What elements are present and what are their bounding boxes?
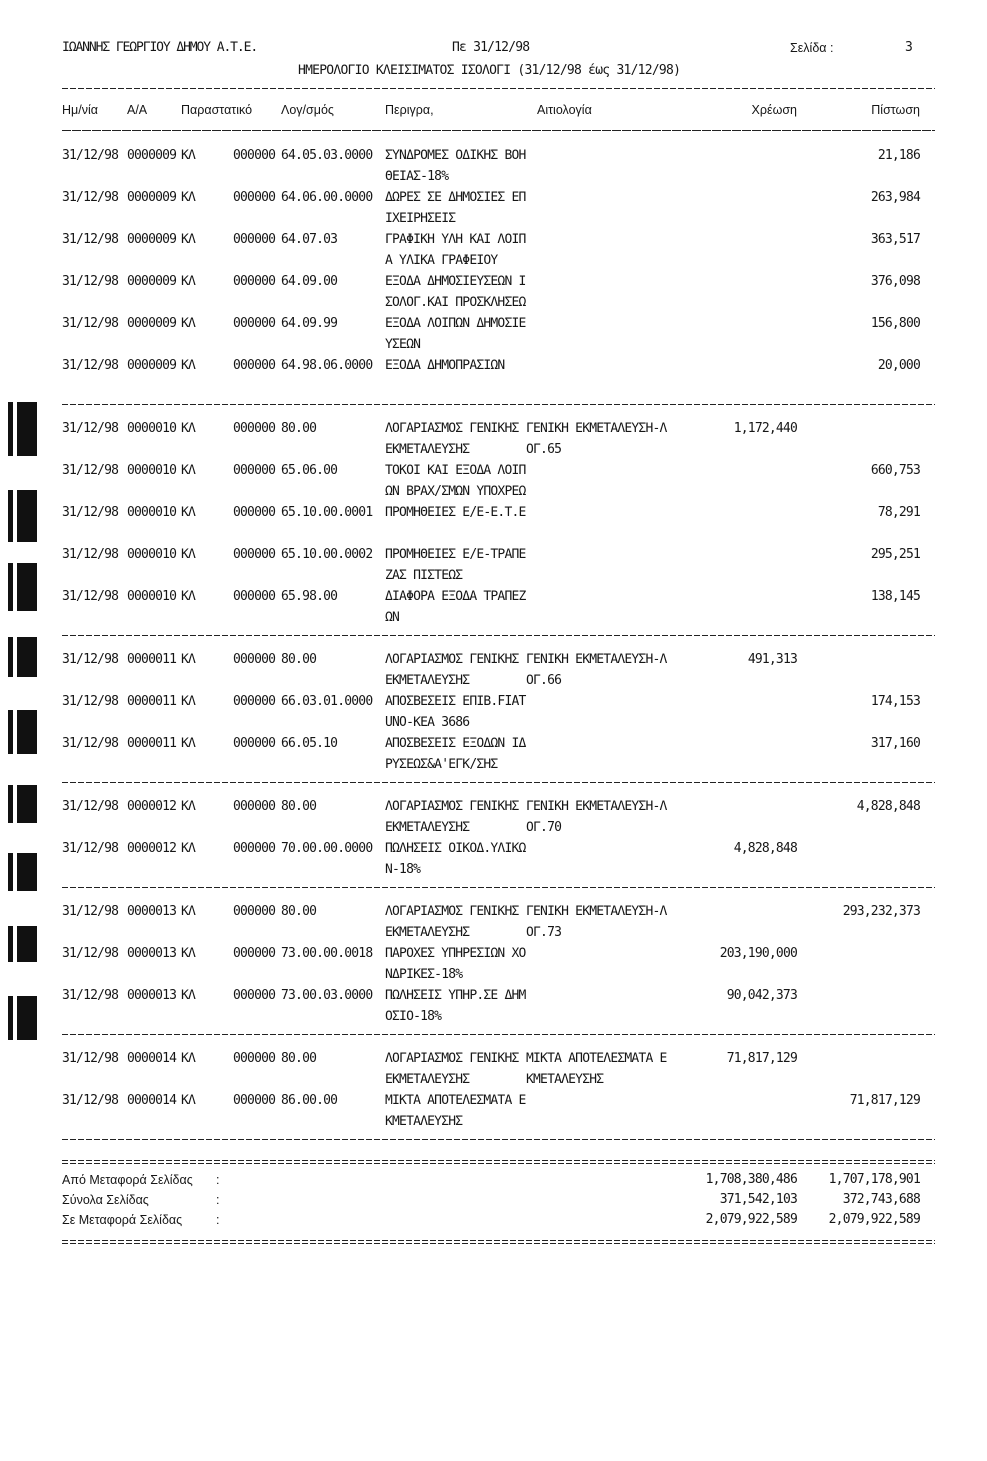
- entry-description-line: ΜΙΚΤΑ ΑΠΟΤΕΛΕΣΜΑΤΑ Ε: [385, 1093, 526, 1108]
- entry-reason-line: ΓΕΝΙΚΗ ΕΚΜΕΤΑΛΕΥΣΗ-Λ: [526, 799, 667, 814]
- entry-number: 0000013: [127, 904, 177, 919]
- entry-account: 64.07.03: [281, 232, 338, 247]
- company-name: ΙΩΑΝΝΗΣ ΓΕΩΡΓΙΟΥ ΔΗΜΟΥ Α.Τ.Ε.: [62, 40, 258, 55]
- entry-description-line: Ν-18%: [385, 862, 421, 877]
- entry-account: 66.05.10: [281, 736, 338, 751]
- entry-number: 0000012: [127, 841, 177, 856]
- column-header-date: Ημ/νία: [62, 103, 98, 117]
- column-header-rule: [62, 130, 935, 131]
- entry-account: 64.09.00: [281, 274, 338, 289]
- entry-code: 000000: [233, 505, 276, 520]
- entry-date: 31/12/98: [62, 232, 119, 247]
- entry-reason-line: ΟΓ.66: [526, 673, 562, 688]
- entry-number: 0000011: [127, 694, 177, 709]
- totals-colon: :: [216, 1213, 220, 1227]
- entry-number: 0000011: [127, 652, 177, 667]
- entry-description-line: ΡΥΣΕΩΣ&Α'ΕΓΚ/ΣΗΣ: [385, 757, 498, 772]
- entry-code: 000000: [233, 190, 276, 205]
- journal-group: [0, 418, 987, 636]
- column-header-number: Α/Α: [127, 103, 148, 117]
- entry-number: 0000010: [127, 589, 177, 604]
- column-header-reason: Αιτιολογία: [537, 103, 592, 117]
- entry-description-line: ΕΚΜΕΤΑΛΕΥΣΗΣ: [385, 1072, 470, 1087]
- entry-reason-line: ΓΕΝΙΚΗ ΕΚΜΕΤΑΛΕΥΣΗ-Λ: [526, 904, 667, 919]
- group-separator: [62, 635, 935, 636]
- margin-hole-mark: [0, 637, 40, 677]
- entry-description-line: ΠΡΟΜΗΘΕΙΕΣ Ε/Ε-ΤΡΑΠΕ: [385, 547, 526, 562]
- entry-code: 000000: [233, 232, 276, 247]
- entry-code: 000000: [233, 274, 276, 289]
- entry-number: 0000009: [127, 232, 177, 247]
- entry-date: 31/12/98: [62, 841, 119, 856]
- entry-credit: 138,145: [870, 589, 920, 604]
- entry-description-line: ΕΞΟΔΑ ΛΟΙΠΩΝ ΔΗΜΟΣΙΕ: [385, 316, 526, 331]
- entry-code: 000000: [233, 1093, 276, 1108]
- entry-description-line: UNO-ΚΕΑ 3686: [385, 715, 470, 730]
- entry-date: 31/12/98: [62, 589, 119, 604]
- entry-description-line: ΑΠΟΣΒΕΣΕΙΣ ΕΞΟΔΩΝ ΙΔ: [385, 736, 526, 751]
- entry-number: 0000009: [127, 190, 177, 205]
- entry-reason-line: ΟΓ.73: [526, 925, 562, 940]
- journal-entry: [0, 691, 987, 733]
- entry-debit: 1,172,440: [733, 421, 797, 436]
- entry-account: 64.06.00.0000: [281, 190, 373, 205]
- entry-description-line: ΔΙΑΦΟΡΑ ΕΞΟΔΑ ΤΡΑΠΕΖ: [385, 589, 526, 604]
- entry-document: ΚΛ: [181, 316, 196, 331]
- journal-entries: [0, 145, 987, 1153]
- entry-reason-line: ΜΙΚΤΑ ΑΠΟΤΕΛΕΣΜΑΤΑ Ε: [526, 1051, 667, 1066]
- entry-date: 31/12/98: [62, 421, 119, 436]
- entry-date: 31/12/98: [62, 694, 119, 709]
- entry-code: 000000: [233, 904, 276, 919]
- entry-date: 31/12/98: [62, 799, 119, 814]
- journal-group: [0, 145, 987, 405]
- entry-description-line: ΤΟΚΟΙ ΚΑΙ ΕΞΟΔΑ ΛΟΙΠ: [385, 463, 526, 478]
- entry-number: 0000009: [127, 274, 177, 289]
- group-separator: [62, 1139, 935, 1140]
- page-number: 3: [905, 40, 913, 55]
- entry-debit: 90,042,373: [726, 988, 797, 1003]
- entry-number: 0000010: [127, 547, 177, 562]
- entry-code: 000000: [233, 463, 276, 478]
- entry-code: 000000: [233, 148, 276, 163]
- entry-credit: 376,098: [870, 274, 920, 289]
- entry-code: 000000: [233, 988, 276, 1003]
- entry-description-line: ΖΑΣ ΠΙΣΤΕΩΣ: [385, 568, 463, 583]
- entry-account: 86.00.00: [281, 1093, 338, 1108]
- totals-label: Σε Μεταφορά Σελίδας: [62, 1213, 183, 1227]
- journal-entry: [0, 796, 987, 838]
- journal-group: [0, 649, 987, 783]
- entry-description-line: ΕΚΜΕΤΑΛΕΥΣΗΣ: [385, 820, 470, 835]
- entry-debit: 71,817,129: [726, 1051, 797, 1066]
- entry-code: 000000: [233, 946, 276, 961]
- totals-colon: :: [216, 1193, 220, 1207]
- entry-reason-line: ΟΓ.65: [526, 442, 562, 457]
- entry-document: ΚΛ: [181, 358, 196, 373]
- entry-description-line: ΩΝ: [385, 610, 400, 625]
- entry-description-line: ΕΞΟΔΑ ΔΗΜΟΣΙΕΥΣΕΩΝ Ι: [385, 274, 526, 289]
- margin-hole-mark: [0, 996, 40, 1040]
- entry-account: 73.00.00.0018: [281, 946, 373, 961]
- margin-hole-mark: [0, 490, 40, 542]
- entry-date: 31/12/98: [62, 547, 119, 562]
- entry-document: ΚΛ: [181, 589, 196, 604]
- entry-document: ΚΛ: [181, 547, 196, 562]
- entry-description-line: ΛΟΓΑΡΙΑΣΜΟΣ ΓΕΝΙΚΗΣ: [385, 652, 519, 667]
- journal-entry: [0, 502, 987, 544]
- entry-date: 31/12/98: [62, 988, 119, 1003]
- totals-top-rule: [62, 1160, 935, 1164]
- totals-bottom-rule: [62, 1240, 935, 1244]
- entry-account: 80.00: [281, 799, 317, 814]
- entry-reason-line: ΟΓ.70: [526, 820, 562, 835]
- entry-account: 65.06.00: [281, 463, 338, 478]
- entry-document: ΚΛ: [181, 463, 196, 478]
- entry-date: 31/12/98: [62, 1093, 119, 1108]
- entry-document: ΚΛ: [181, 652, 196, 667]
- group-separator: [62, 404, 935, 405]
- entry-description-line: ΕΚΜΕΤΑΛΕΥΣΗΣ: [385, 925, 470, 940]
- entry-account: 64.98.06.0000: [281, 358, 373, 373]
- entry-document: ΚΛ: [181, 736, 196, 751]
- totals-credit: 2,079,922,589: [828, 1212, 920, 1227]
- entry-account: 80.00: [281, 421, 317, 436]
- journal-group: [0, 901, 987, 1035]
- journal-entry: [0, 271, 987, 313]
- margin-hole-mark: [0, 563, 40, 611]
- entry-description-line: ΣΥΝΔΡΟΜΕΣ ΟΔΙΚΗΣ ΒΟΗ: [385, 148, 526, 163]
- entry-description-line: ΓΡΑΦΙΚΗ ΥΛΗ ΚΑΙ ΛΟΙΠ: [385, 232, 526, 247]
- journal-entry: [0, 145, 987, 187]
- journal-entry: [0, 838, 987, 880]
- journal-entry: [0, 943, 987, 985]
- entry-description-line: ΚΜΕΤΑΛΕΥΣΗΣ: [385, 1114, 463, 1129]
- entry-code: 000000: [233, 421, 276, 436]
- entry-number: 0000009: [127, 358, 177, 373]
- entry-description-line: ΠΩΛΗΣΕΙΣ ΥΠΗΡ.ΣΕ ΔΗΜ: [385, 988, 526, 1003]
- totals-credit: 1,707,178,901: [828, 1172, 920, 1187]
- journal-entry: [0, 187, 987, 229]
- journal-entry: [0, 649, 987, 691]
- totals-debit: 2,079,922,589: [705, 1212, 797, 1227]
- entry-code: 000000: [233, 841, 276, 856]
- entry-credit: 4,828,848: [856, 799, 920, 814]
- totals-row-page: [0, 1190, 987, 1210]
- report-date: Πε 31/12/98: [452, 40, 530, 55]
- entry-date: 31/12/98: [62, 148, 119, 163]
- margin-hole-mark: [0, 926, 40, 962]
- entry-code: 000000: [233, 1051, 276, 1066]
- entry-number: 0000013: [127, 988, 177, 1003]
- entry-description-line: ΔΩΡΕΣ ΣΕ ΔΗΜΟΣΙΕΣ ΕΠ: [385, 190, 526, 205]
- entry-description-line: ΩΝ ΒΡΑΧ/ΣΜΩΝ ΥΠΟΧΡΕΩ: [385, 484, 526, 499]
- entry-account: 80.00: [281, 1051, 317, 1066]
- entry-number: 0000010: [127, 463, 177, 478]
- entry-account: 65.10.00.0002: [281, 547, 373, 562]
- entry-account: 65.10.00.0001: [281, 505, 373, 520]
- entry-date: 31/12/98: [62, 274, 119, 289]
- margin-hole-mark: [0, 710, 40, 754]
- entry-description-line: ΛΟΓΑΡΙΑΣΜΟΣ ΓΕΝΙΚΗΣ: [385, 1051, 519, 1066]
- entry-description-line: ΥΣΕΩΝ: [385, 337, 421, 352]
- entry-account: 66.03.01.0000: [281, 694, 373, 709]
- entry-description-line: ΑΠΟΣΒΕΣΕΙΣ ΕΠΙΒ.FIAT: [385, 694, 526, 709]
- journal-group: [0, 1048, 987, 1140]
- entry-account: 65.98.00: [281, 589, 338, 604]
- entry-account: 73.00.03.0000: [281, 988, 373, 1003]
- totals-label: Σύνολα Σελίδας: [62, 1193, 149, 1207]
- entry-account: 70.00.00.0000: [281, 841, 373, 856]
- entry-document: ΚΛ: [181, 1093, 196, 1108]
- totals-row-brought-forward: [0, 1170, 987, 1190]
- entry-document: ΚΛ: [181, 799, 196, 814]
- entry-credit: 174,153: [870, 694, 920, 709]
- journal-entry: [0, 313, 987, 355]
- entry-number: 0000010: [127, 421, 177, 436]
- entry-number: 0000014: [127, 1051, 177, 1066]
- entry-code: 000000: [233, 547, 276, 562]
- entry-credit: 71,817,129: [849, 1093, 920, 1108]
- entry-credit: 295,251: [870, 547, 920, 562]
- entry-account: 64.05.03.0000: [281, 148, 373, 163]
- journal-entry: [0, 586, 987, 628]
- column-header-account: Λογ/σμός: [281, 103, 334, 117]
- entry-account: 64.09.99: [281, 316, 338, 331]
- entry-description-line: ΣΟΛΟΓ.ΚΑΙ ΠΡΟΣΚΛΗΣΕΩ: [385, 295, 526, 310]
- entry-description-line: ΘΕΙΑΣ-18%: [385, 169, 449, 184]
- entry-account: 80.00: [281, 904, 317, 919]
- page-label: Σελίδα :: [790, 41, 834, 55]
- entry-credit: 156,800: [870, 316, 920, 331]
- totals-credit: 372,743,688: [842, 1192, 920, 1207]
- totals-row-carried-forward: [0, 1210, 987, 1230]
- entry-number: 0000009: [127, 316, 177, 331]
- totals-debit: 1,708,380,486: [705, 1172, 797, 1187]
- entry-credit: 363,517: [870, 232, 920, 247]
- entry-document: ΚΛ: [181, 1051, 196, 1066]
- report-title: ΗΜΕΡΟΛΟΓΙΟ ΚΛΕΙΣΙΜΑΤΟΣ ΙΣΟΛΟΓΙ (31/12/98 έως 31/12/98): [298, 63, 681, 78]
- entry-debit: 491,313: [747, 652, 797, 667]
- entry-description-line: ΛΟΓΑΡΙΑΣΜΟΣ ΓΕΝΙΚΗΣ: [385, 421, 519, 436]
- entry-date: 31/12/98: [62, 505, 119, 520]
- group-separator: [62, 1034, 935, 1035]
- journal-entry: [0, 460, 987, 502]
- entry-description-line: ΠΑΡΟΧΕΣ ΥΠΗΡΕΣΙΩΝ ΧΟ: [385, 946, 526, 961]
- entry-code: 000000: [233, 799, 276, 814]
- entry-number: 0000012: [127, 799, 177, 814]
- entry-number: 0000011: [127, 736, 177, 751]
- entry-account: 80.00: [281, 652, 317, 667]
- entry-document: ΚΛ: [181, 988, 196, 1003]
- totals-colon: :: [216, 1173, 220, 1187]
- entry-date: 31/12/98: [62, 1051, 119, 1066]
- entry-credit: 263,984: [870, 190, 920, 205]
- group-separator: [62, 887, 935, 888]
- journal-entry: [0, 1090, 987, 1132]
- header-rule: [62, 88, 935, 89]
- entry-description-line: ΙΧΕΙΡΗΣΕΙΣ: [385, 211, 456, 226]
- entry-credit: 78,291: [877, 505, 920, 520]
- entry-description-line: ΛΟΓΑΡΙΑΣΜΟΣ ΓΕΝΙΚΗΣ: [385, 799, 519, 814]
- entry-document: ΚΛ: [181, 232, 196, 247]
- entry-credit: 660,753: [870, 463, 920, 478]
- journal-entry: [0, 901, 987, 943]
- entry-description-line: Α ΥΛΙΚΑ ΓΡΑΦΕΙΟΥ: [385, 253, 498, 268]
- totals-label: Από Μεταφορά Σελίδας: [62, 1173, 193, 1187]
- margin-hole-mark: [0, 785, 40, 823]
- entry-credit: 293,232,373: [842, 904, 920, 919]
- journal-group: [0, 796, 987, 888]
- entry-number: 0000014: [127, 1093, 177, 1108]
- entry-date: 31/12/98: [62, 652, 119, 667]
- entry-description-line: ΠΩΛΗΣΕΙΣ ΟΙΚΟΔ.ΥΛΙΚΩ: [385, 841, 526, 856]
- entry-code: 000000: [233, 736, 276, 751]
- journal-entry: [0, 1048, 987, 1090]
- margin-hole-mark: [0, 402, 40, 456]
- entry-document: ΚΛ: [181, 274, 196, 289]
- entry-description-line: ΛΟΓΑΡΙΑΣΜΟΣ ΓΕΝΙΚΗΣ: [385, 904, 519, 919]
- entry-code: 000000: [233, 316, 276, 331]
- entry-code: 000000: [233, 358, 276, 373]
- entry-number: 0000013: [127, 946, 177, 961]
- entry-credit: 20,000: [877, 358, 920, 373]
- entry-date: 31/12/98: [62, 190, 119, 205]
- entry-document: ΚΛ: [181, 694, 196, 709]
- entry-number: 0000009: [127, 148, 177, 163]
- journal-entry: [0, 355, 987, 397]
- entry-credit: 21,186: [877, 148, 920, 163]
- entry-description-line: ΠΡΟΜΗΘΕΙΕΣ Ε/Ε-Ε.Τ.Ε: [385, 505, 526, 520]
- journal-entry: [0, 544, 987, 586]
- journal-entry: [0, 418, 987, 460]
- entry-date: 31/12/98: [62, 946, 119, 961]
- column-header-description: Περιγρα,: [385, 103, 434, 117]
- entry-debit: 203,190,000: [719, 946, 797, 961]
- entry-description-line: ΝΔΡΙΚΕΣ-18%: [385, 967, 463, 982]
- group-separator: [62, 782, 935, 783]
- journal-entry: [0, 985, 987, 1027]
- entry-description-line: ΟΣΙΟ-18%: [385, 1009, 442, 1024]
- column-header-credit: Πίστωση: [871, 103, 920, 117]
- entry-date: 31/12/98: [62, 358, 119, 373]
- entry-date: 31/12/98: [62, 316, 119, 331]
- entry-description-line: ΕΚΜΕΤΑΛΕΥΣΗΣ: [385, 442, 470, 457]
- margin-hole-mark: [0, 853, 40, 891]
- entry-credit: 317,160: [870, 736, 920, 751]
- column-header-document: Παραστατικό: [181, 103, 253, 117]
- entry-document: ΚΛ: [181, 946, 196, 961]
- entry-reason-line: ΚΜΕΤΑΛΕΥΣΗΣ: [526, 1072, 604, 1087]
- entry-document: ΚΛ: [181, 148, 196, 163]
- entry-document: ΚΛ: [181, 841, 196, 856]
- entry-description-line: ΕΚΜΕΤΑΛΕΥΣΗΣ: [385, 673, 470, 688]
- entry-reason-line: ΓΕΝΙΚΗ ΕΚΜΕΤΑΛΕΥΣΗ-Λ: [526, 421, 667, 436]
- entry-document: ΚΛ: [181, 904, 196, 919]
- entry-date: 31/12/98: [62, 904, 119, 919]
- journal-entry: [0, 733, 987, 775]
- entry-code: 000000: [233, 589, 276, 604]
- entry-date: 31/12/98: [62, 463, 119, 478]
- entry-description-line: ΕΞΟΔΑ ΔΗΜΟΠΡΑΣΙΩΝ: [385, 358, 505, 373]
- entry-reason-line: ΓΕΝΙΚΗ ΕΚΜΕΤΑΛΕΥΣΗ-Λ: [526, 652, 667, 667]
- totals-debit: 371,542,103: [719, 1192, 797, 1207]
- entry-document: ΚΛ: [181, 505, 196, 520]
- entry-document: ΚΛ: [181, 421, 196, 436]
- entry-code: 000000: [233, 652, 276, 667]
- journal-entry: [0, 229, 987, 271]
- entry-document: ΚΛ: [181, 190, 196, 205]
- entry-code: 000000: [233, 694, 276, 709]
- entry-number: 0000010: [127, 505, 177, 520]
- entry-debit: 4,828,848: [733, 841, 797, 856]
- entry-date: 31/12/98: [62, 736, 119, 751]
- column-header-debit: Χρέωση: [751, 103, 797, 117]
